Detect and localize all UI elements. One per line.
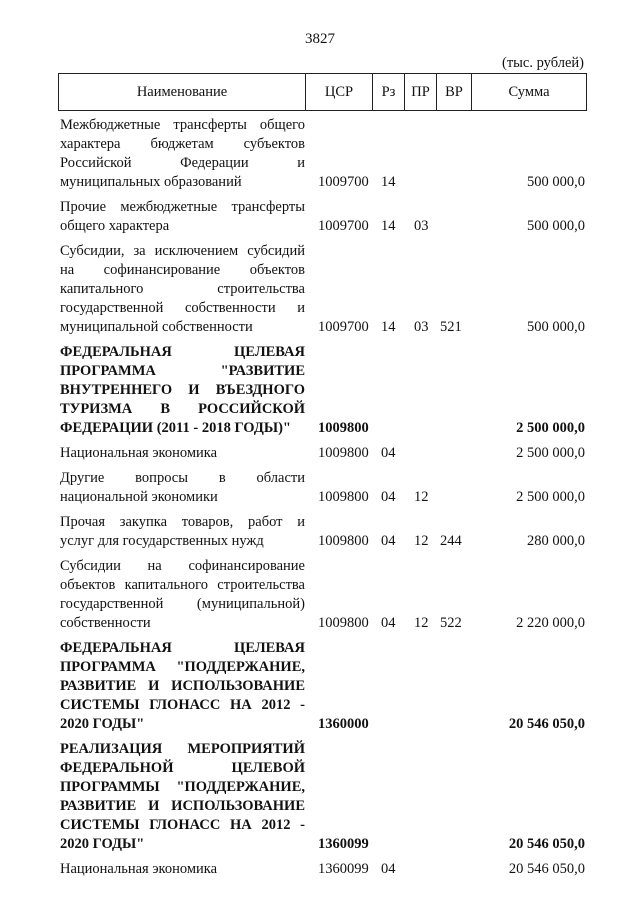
row-name-line: государственной собственности и: [60, 300, 305, 316]
row-name: [60, 639, 305, 734]
cell-sum: 20 546 050,0: [508, 836, 585, 852]
cell-csr: 1360000: [318, 716, 369, 732]
row-name: [60, 116, 305, 192]
row-name-line: 2020 ГОДЫ": [60, 836, 145, 852]
cell-csr: 1009800: [318, 615, 369, 631]
cell-sum: 2 500 000,0: [516, 445, 585, 461]
row-name-line: СИСТЕМЫ ГЛОНАСС НА 2012 -: [60, 817, 305, 833]
row-name-line: Другие вопросы в области: [60, 470, 305, 486]
table-row: [60, 507, 585, 551]
cell-sum: 500 000,0: [527, 319, 585, 335]
cell-sum: 280 000,0: [527, 533, 585, 549]
row-name-line: СИСТЕМЫ ГЛОНАСС НА 2012 -: [60, 697, 305, 713]
table-row: [60, 854, 585, 879]
cell-csr: 1360099: [318, 861, 369, 877]
row-name-line: РЕАЛИЗАЦИЯ МЕРОПРИЯТИЙ: [60, 741, 305, 757]
row-name-line: ФЕДЕРАЦИИ (2011 - 2018 ГОДЫ)": [60, 420, 291, 436]
cell-rz: 04: [381, 489, 396, 505]
cell-pr: 12: [414, 533, 429, 549]
row-name-line: Субсидии, за исключением субсидий: [60, 243, 305, 259]
table-body: [60, 110, 585, 879]
table-row: [60, 192, 585, 236]
row-name-line: Национальная экономика: [60, 445, 218, 461]
cell-rz: 04: [381, 533, 396, 549]
cell-csr: 1009700: [318, 174, 369, 190]
cell-rz: 04: [381, 861, 396, 877]
row-name-line: 2020 ГОДЫ": [60, 716, 145, 732]
cell-csr: 1009700: [318, 218, 369, 234]
cell-rz: 04: [381, 445, 396, 461]
cell-rz: 14: [381, 174, 396, 190]
cell-sum: 2 500 000,0: [516, 489, 585, 505]
table-row: [60, 734, 585, 854]
table-row: [60, 551, 585, 633]
row-name-line: национальной экономики: [60, 489, 218, 505]
table-row: [60, 337, 585, 438]
header-vr: ВР: [437, 74, 472, 110]
row-name: [60, 444, 305, 463]
row-name: [60, 513, 305, 551]
page-number: 3827: [305, 31, 335, 47]
table-row: [60, 438, 585, 463]
row-name: [60, 242, 305, 337]
cell-csr: 1009800: [318, 533, 369, 549]
cell-pr: 03: [414, 319, 429, 335]
cell-sum: 500 000,0: [527, 174, 585, 190]
row-name-line: услуг для государственных нужд: [60, 533, 264, 549]
row-name-line: муниципальной собственности: [60, 319, 253, 335]
header-rz: Рз: [373, 74, 405, 110]
cell-vr: 244: [440, 533, 462, 549]
row-name-line: ВНУТРЕННЕГО И ВЪЕЗДНОГО: [60, 382, 305, 398]
row-name-line: общего характера: [60, 218, 170, 234]
row-name-line: характера бюджетам субъектов: [60, 136, 305, 152]
row-name-line: Прочая закупка товаров, работ и: [60, 514, 305, 530]
header-csr: ЦСР: [306, 74, 373, 110]
row-name: [60, 198, 305, 236]
cell-csr: 1360099: [318, 836, 369, 852]
cell-sum: 500 000,0: [527, 218, 585, 234]
cell-csr: 1009700: [318, 319, 369, 335]
row-name-line: на софинансирование объектов: [60, 262, 305, 278]
cell-sum: 2 500 000,0: [516, 420, 585, 436]
table-row: [60, 463, 585, 507]
cell-csr: 1009800: [318, 489, 369, 505]
row-name-line: Прочие межбюджетные трансферты: [60, 199, 305, 215]
row-name: [60, 343, 305, 438]
cell-pr: 12: [414, 489, 429, 505]
row-name: [60, 557, 305, 633]
cell-rz: 14: [381, 319, 396, 335]
table-header: [58, 73, 587, 111]
cell-sum: 20 546 050,0: [508, 861, 585, 877]
cell-vr: 521: [440, 319, 462, 335]
row-name: [60, 469, 305, 507]
row-name-line: ПРОГРАММА "РАЗВИТИЕ: [60, 363, 305, 379]
row-name: [60, 860, 305, 879]
row-name-line: объектов капитального строительства: [60, 577, 305, 593]
cell-pr: 12: [414, 615, 429, 631]
row-name-line: Межбюджетные трансферты общего: [60, 117, 305, 133]
cell-rz: 14: [381, 218, 396, 234]
row-name-line: Национальная экономика: [60, 861, 218, 877]
row-name-line: собственности: [60, 615, 151, 631]
units-label: (тыс. рублей): [502, 55, 584, 71]
cell-csr: 1009800: [318, 420, 369, 436]
row-name-line: ПРОГРАММЫ "ПОДДЕРЖАНИЕ,: [60, 779, 305, 795]
cell-sum: 2 220 000,0: [516, 615, 585, 631]
row-name-line: Российской Федерации и: [60, 155, 305, 171]
table-row: [60, 633, 585, 734]
cell-sum: 20 546 050,0: [508, 716, 585, 732]
cell-rz: 04: [381, 615, 396, 631]
row-name-line: ТУРИЗМА В РОССИЙСКОЙ: [60, 401, 305, 417]
row-name-line: капитального строительства: [60, 281, 305, 297]
cell-pr: 03: [414, 218, 429, 234]
row-name-line: ФЕДЕРАЛЬНАЯ ЦЕЛЕВАЯ: [60, 344, 305, 360]
header-name: Наименование: [59, 74, 306, 110]
row-name-line: Субсидии на софинансирование: [60, 558, 305, 574]
row-name-line: государственной (муниципальной): [60, 596, 305, 612]
header-pr: ПР: [405, 74, 437, 110]
row-name-line: ФЕДЕРАЛЬНАЯ ЦЕЛЕВАЯ: [60, 640, 305, 656]
row-name-line: РАЗВИТИЕ И ИСПОЛЬЗОВАНИЕ: [60, 678, 305, 694]
row-name-line: ФЕДЕРАЛЬНОЙ ЦЕЛЕВОЙ: [60, 760, 305, 776]
cell-vr: 522: [440, 615, 462, 631]
row-name-line: РАЗВИТИЕ И ИСПОЛЬЗОВАНИЕ: [60, 798, 305, 814]
header-sum: Сумма: [508, 83, 550, 100]
row-name-line: ПРОГРАММА "ПОДДЕРЖАНИЕ,: [60, 659, 305, 675]
table-row: [60, 236, 585, 337]
table-row: [60, 110, 585, 192]
cell-csr: 1009800: [318, 445, 369, 461]
row-name-line: муниципальных образований: [60, 174, 242, 190]
row-name: [60, 740, 305, 854]
